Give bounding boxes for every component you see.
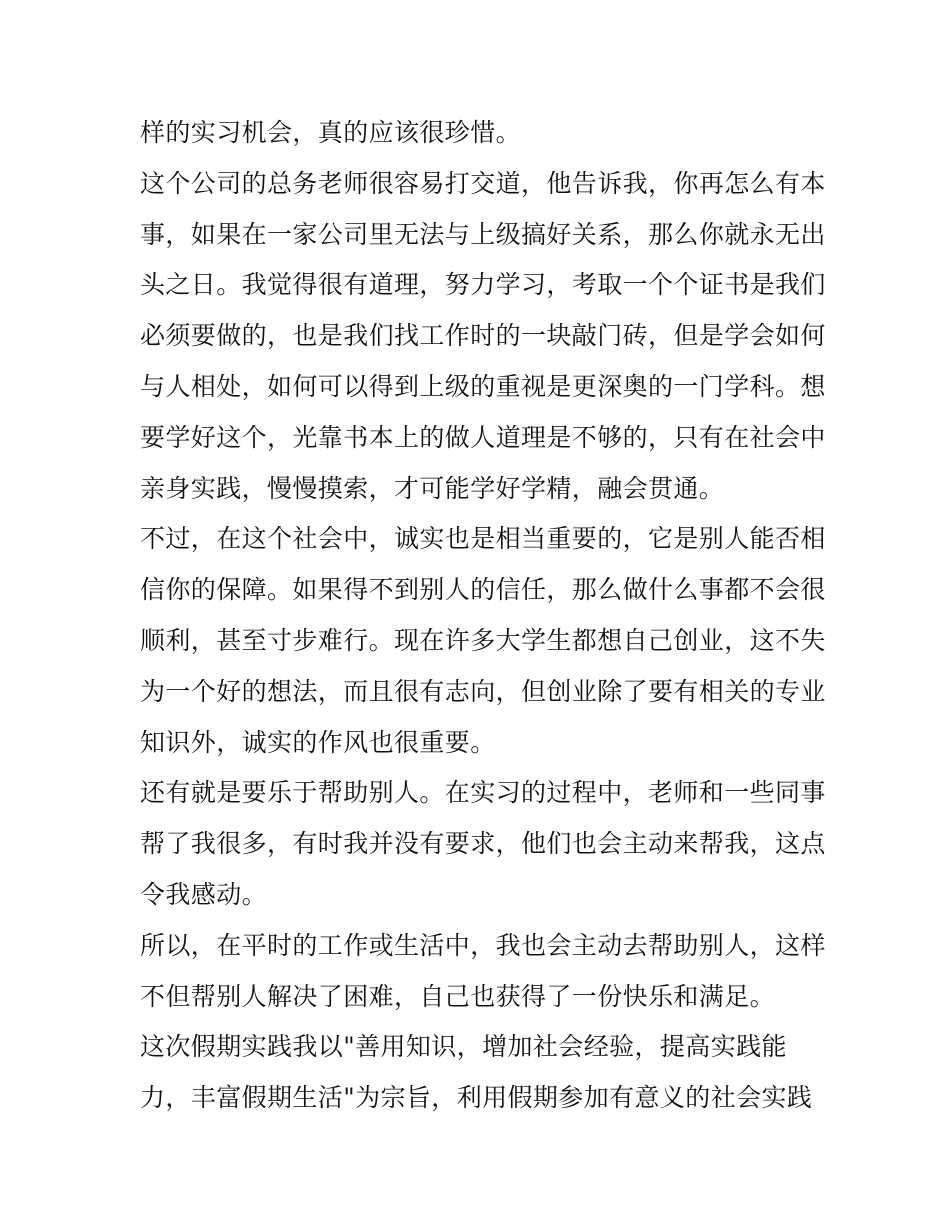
text-line: 所以，在平时的工作或生活中，我也会主动去帮助别人，这样 — [140, 930, 826, 960]
text-line: 必须要做的，也是我们找工作时的一块敲门砖，但是学会如何 — [140, 321, 826, 351]
text-line: 还有就是要乐于帮助别人。在实习的过程中，老师和一些同事 — [140, 778, 826, 808]
body-text — [140, 108, 826, 1124]
text-line: 这次假期实践我以"善用知识，增加社会经验，提高实践能 — [140, 1032, 787, 1062]
text-line: 亲身实践，慢慢摸索，才可能学好学精，融会贯通。 — [140, 473, 725, 503]
text-line: 头之日。我觉得很有道理，努力学习，考取一个个证书是我们 — [140, 270, 826, 300]
text-line: 事，如果在一家公司里无法与上级搞好关系，那么你就永无出 — [140, 219, 826, 249]
text-line: 知识外，诚实的作风也很重要。 — [140, 727, 496, 757]
text-line: 不但帮别人解决了困难，自己也获得了一份快乐和满足。 — [140, 981, 776, 1011]
text-line: 这个公司的总务老师很容易打交道，他告诉我，你再怎么有本 — [140, 168, 826, 198]
text-line: 帮了我很多，有时我并没有要求，他们也会主动来帮我，这点 — [140, 829, 826, 859]
text-line: 顺利，甚至寸步难行。现在许多大学生都想自己创业，这不失 — [140, 625, 826, 655]
text-line: 与人相处，如何可以得到上级的重视是更深奥的一门学科。想 — [140, 371, 826, 401]
text-line: 令我感动。 — [140, 879, 268, 909]
text-line: 样的实习机会，真的应该很珍惜。 — [140, 118, 522, 147]
text-line: 要学好这个，光靠书本上的做人道理是不够的，只有在社会中 — [140, 422, 826, 452]
text-line: 信你的保障。如果得不到别人的信任，那么做什么事都不会很 — [140, 575, 826, 605]
text-line: 力，丰富假期生活"为宗旨，利用假期参加有意义的社会实践 — [140, 1083, 813, 1113]
text-line: 为一个好的想法，而且很有志向，但创业除了要有相关的专业 — [140, 676, 826, 706]
text-line: 不过，在这个社会中，诚实也是相当重要的，它是别人能否相 — [140, 524, 826, 554]
